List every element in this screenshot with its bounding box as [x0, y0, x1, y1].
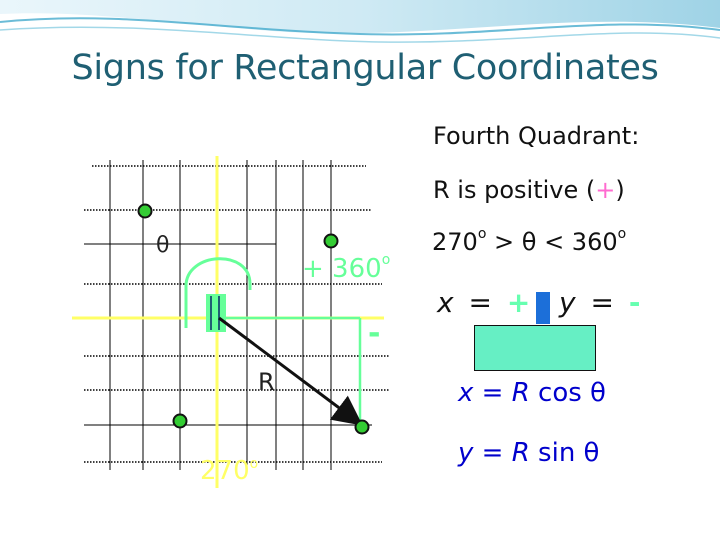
- pink-plus: +: [595, 176, 616, 204]
- theta-label: θ: [156, 233, 170, 258]
- r-positive-prefix: R is positive (: [433, 176, 596, 204]
- angle-range: [432, 228, 626, 256]
- y-eq-text: y =: [559, 286, 629, 319]
- grid-horizontal-lines: [84, 166, 390, 462]
- degree-sup: o: [617, 226, 627, 242]
- y-formula: [458, 438, 599, 468]
- range-start: 270: [432, 228, 478, 256]
- point-quadrant-1: [325, 235, 338, 248]
- origin-marker: [206, 294, 226, 332]
- coordinate-axes: [72, 156, 384, 488]
- slide-title: Signs for Rectangular Coordinates: [71, 48, 659, 88]
- x-formula-lhs: x = R: [458, 378, 530, 408]
- sign-highlight-box: [474, 325, 596, 371]
- y-sign: [559, 286, 643, 319]
- x-eq-text: x =: [437, 286, 507, 319]
- range-mid: > θ < 360: [486, 228, 618, 256]
- y-sign-value: -: [628, 286, 644, 319]
- x-sign-value: +: [506, 286, 534, 319]
- angle-270-text: 270: [200, 456, 250, 486]
- x-formula: [458, 378, 606, 408]
- degree-sup: o: [477, 226, 487, 242]
- minus-sign-label: -: [368, 316, 381, 351]
- x-formula-rhs: cos θ: [529, 378, 606, 408]
- degree-sup: o: [249, 456, 259, 472]
- plus-360-text: + 360: [302, 254, 382, 284]
- r-positive-suffix: ): [615, 176, 625, 204]
- r-vector-arrow: [219, 318, 358, 422]
- sign-divider-bar: [536, 292, 550, 324]
- r-positive-text: [433, 176, 625, 204]
- degree-sup: o: [381, 252, 391, 268]
- point-quadrant-4: [356, 421, 369, 434]
- y-formula-lhs: y = R: [458, 438, 530, 468]
- plus-360-label: [302, 254, 390, 284]
- quadrant-heading: Fourth Quadrant:: [433, 122, 640, 150]
- point-quadrant-2: [139, 205, 152, 218]
- y-formula-rhs: sin θ: [529, 438, 600, 468]
- x-sign: [437, 286, 533, 319]
- point-quadrant-3: [174, 415, 187, 428]
- r-vector-label: R: [258, 368, 275, 396]
- angle-270-label: [200, 456, 258, 486]
